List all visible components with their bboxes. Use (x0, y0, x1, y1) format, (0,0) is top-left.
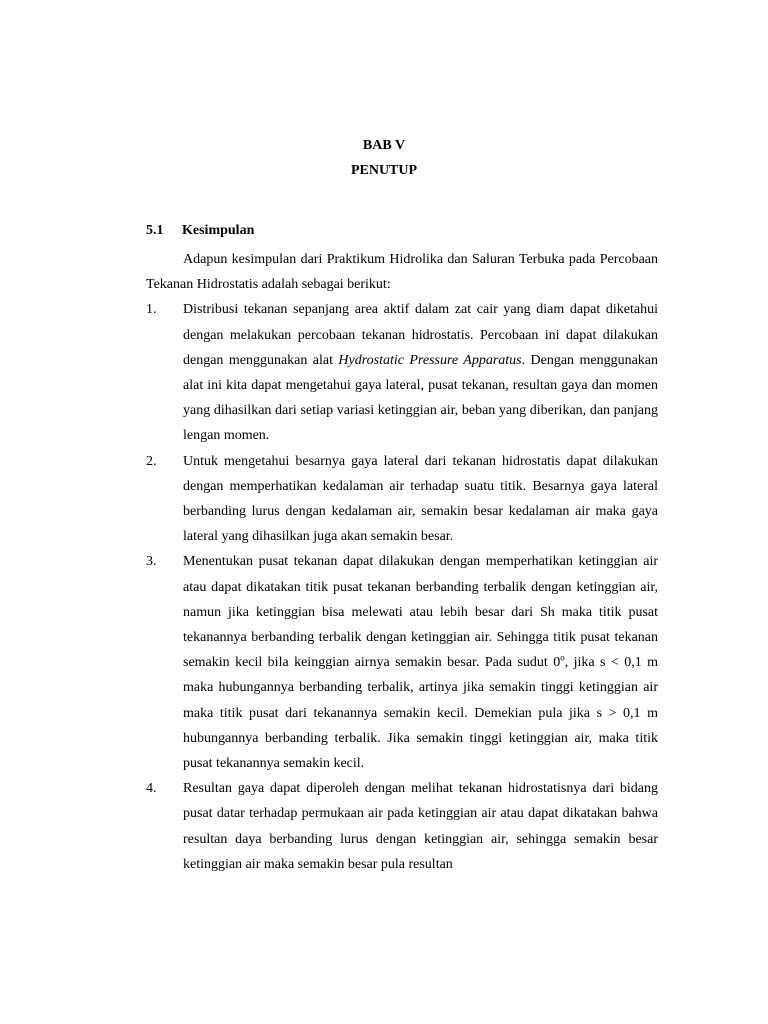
list-number: 1. (146, 302, 157, 318)
list-text: Untuk mengetahui besarnya gaya lateral dari tekanan hidrostatis dapat dilakukan dengan memperhatikan kedalaman air terhadap suatu titik. Besarnya gaya lateral berbanding lurus dengan kedalaman air, semakin besar kedalaman air maka gaya lateral yang dihasilkan juga akan semakin besar. (183, 453, 658, 545)
list-text-part: . Dengan menggunakan alat ini kita dapat mengetahui gaya lateral, pusat tekanan, resultan gaya dan momen yang dihasilkan dari setiap variasi ketinggian air, beban yang diberikan, dan panjang lengan momen. (183, 352, 658, 444)
apparatus-name: Hydrostatic Pressure Apparatus (338, 352, 522, 368)
list-text-part: , jika s < 0,1 m maka hubungannya berbanding terbalik, artinya jika semakin tinggi ketinggian air maka titik pusat dari tekanannya semakin kecil. Demekian pula jika s > 0,1 m hubungannya berbanding terbalik. Jika semakin tinggi ketinggian air, maka titik pusat tekanannya semakin kecil. (183, 655, 658, 772)
list-text (183, 297, 658, 448)
conclusion-list (146, 297, 658, 877)
degree-superscript: o (560, 652, 565, 663)
list-item-2 (146, 449, 658, 550)
list-item-3 (146, 549, 658, 776)
list-item-1 (146, 297, 658, 448)
list-item-4 (146, 776, 658, 877)
list-text (183, 549, 658, 776)
body-text (146, 247, 658, 877)
list-text-part: Distribusi tekanan sepanjang area aktif dalam zat cair yang diam dapat diketahui dengan melakukan percobaan tekanan hidrostatis. Percobaan ini dapat dilakukan dengan menggunakan alat (183, 302, 658, 368)
list-text: Resultan gaya dapat diperoleh dengan melihat tekanan hidrostatisnya dari bidang pusat datar terhadap permukaan air pada ketinggian air atau dapat dikatakan bahwa resultan daya berbanding lurus dengan ketinggian air, sehingga semakin besar ketinggian air maka semakin besar pula resultan (183, 781, 658, 872)
list-number: 4. (146, 781, 157, 797)
chapter-title: PENUTUP (350, 163, 418, 178)
chapter-number: BAB V (362, 138, 406, 153)
section-title: Kesimpulan (182, 223, 255, 238)
list-text-part: Menentukan pusat tekanan dapat dilakukan dengan memperhatikan ketinggian air atau dapat dikatakan titik pusat tekanan berbanding terbalik dengan ketinggian air, namun jika ketinggian bisa melewati atau lebih besar dari Sh maka titik pusat tekanannya berbanding terbalik dengan ketinggian air. Sehingga titik pusat tekanan semakin kecil bila keinggian airnya semakin besar. Pada sudut 0 (183, 554, 658, 671)
list-number: 3. (146, 554, 157, 570)
list-number: 2. (146, 453, 157, 469)
section-heading (146, 223, 254, 239)
section-number: 5.1 (146, 223, 164, 238)
intro-paragraph: Adapun kesimpulan dari Praktikum Hidrolika dan Saluran Terbuka pada Percobaan Tekanan Hidrostatis adalah sebagai berikut: (146, 252, 658, 293)
